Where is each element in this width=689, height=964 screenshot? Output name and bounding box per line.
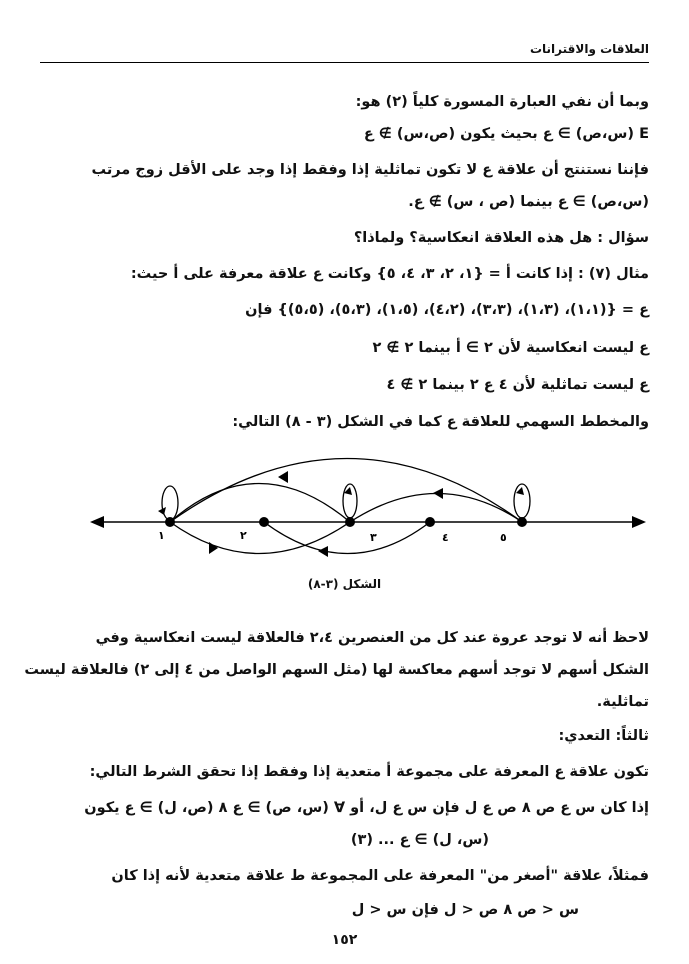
arrow-diagram <box>88 455 648 565</box>
text-line-12: الشكل أسهم لا توجد أسهم معاكسة لها (مثل السهم الواصل من ٤ إلى ٢) فالعلاقة ليست <box>24 662 649 678</box>
text-line-11: لاحظ أنه لا توجد عروة عند كل من العنصرين ٢،٤ فالعلاقة ليست انعكاسية وفي <box>95 630 649 646</box>
text-line-10: والمخطط السهمي للعلاقة ع كما في الشكل (٣ - ٨) التالي: <box>232 414 649 430</box>
text-line-13: تماثلية. <box>596 694 649 710</box>
point-label-5: ٥ <box>500 531 507 544</box>
arc-1-to-3-upper <box>170 484 350 523</box>
text-line-19: س < ص ٨ ص < ل فإن س < ل <box>351 902 579 918</box>
arc-4-to-2 <box>264 522 430 554</box>
right-arrowhead-icon <box>632 516 646 528</box>
text-line-5: سؤال : هل هذه العلاقة انعكاسية؟ ولماذا؟ <box>353 230 649 246</box>
text-line-6: مثال (٧) : إذا كانت أ = {١، ٢، ٣، ٤، ٥} وكانت ع علاقة معرفة على أ حيث: <box>130 266 649 282</box>
page-number: ١٥٢ <box>331 932 358 948</box>
text-line-7: ع = {(١،١)، (١،٣)، (٣،٣)، (٤،٢)، (١،٥)، (٥،٣)، (٥،٥)} فإن <box>245 302 649 318</box>
arc-5-to-1-arrow-icon <box>278 471 288 483</box>
arc-1-to-3-lower-arrow-icon <box>209 542 218 554</box>
text-line-18: فمثلاً، علاقة "أصغر من" المعرفة على المجموعة ط علاقة متعدية لأنه إذا كان <box>111 868 649 884</box>
text-line-4: (س،ص) ∋ ع بينما (ص ، س) ∌ ع. <box>408 194 649 210</box>
text-line-2: E (س،ص) ∋ ع بحيث يكون (ص،س) ∌ ع <box>363 126 649 142</box>
text-line-8: ع ليست انعكاسية لأن ٢ ∋ أ بينما ٢ ∌ ٢ <box>372 340 649 356</box>
figure-caption: الشكل (٣-٨) <box>307 577 382 591</box>
header-title: العلاقات والاقترانات <box>529 42 649 56</box>
text-line-17: (س، ل) ∋ ع ... (٣) <box>350 832 489 848</box>
arc-5-to-3 <box>350 494 522 523</box>
text-line-9: ع ليست تماثلية لأن ٤ ع ٢ بينما ٢ ∌ ٤ <box>386 377 649 393</box>
text-line-16: إذا كان س ع ص ٨ ص ع ل فإن س ع ل، أو ∀ (س، ص) ∋ ع ٨ (ص، ل) ∋ ع يكون <box>84 800 649 816</box>
section-heading: ثالثاً: التعدي: <box>558 728 649 744</box>
left-arrowhead-icon <box>90 516 104 528</box>
running-header <box>40 42 649 63</box>
arc-4-to-2-arrow-icon <box>318 546 328 557</box>
point-label-2: ٢ <box>240 529 247 542</box>
point-label-3: ٣ <box>370 531 377 544</box>
text-line-3: فإننا نستنتج أن علاقة ع لا تكون تماثلية إذا وفقط إذا وجد على الأقل زوج مرتب <box>91 162 649 178</box>
text-line-15: تكون علاقة ع المعرفة على مجموعة أ متعدية إذا وفقط إذا تحقق الشرط التالي: <box>89 764 649 780</box>
arc-5-to-3-arrow-icon <box>433 488 443 499</box>
point-label-1: ١ <box>158 529 165 542</box>
loop-1 <box>162 486 178 520</box>
text-line-1: وبما أن نفي العبارة المسورة كلياً (٢) هو: <box>355 94 649 110</box>
point-label-4: ٤ <box>442 531 449 544</box>
